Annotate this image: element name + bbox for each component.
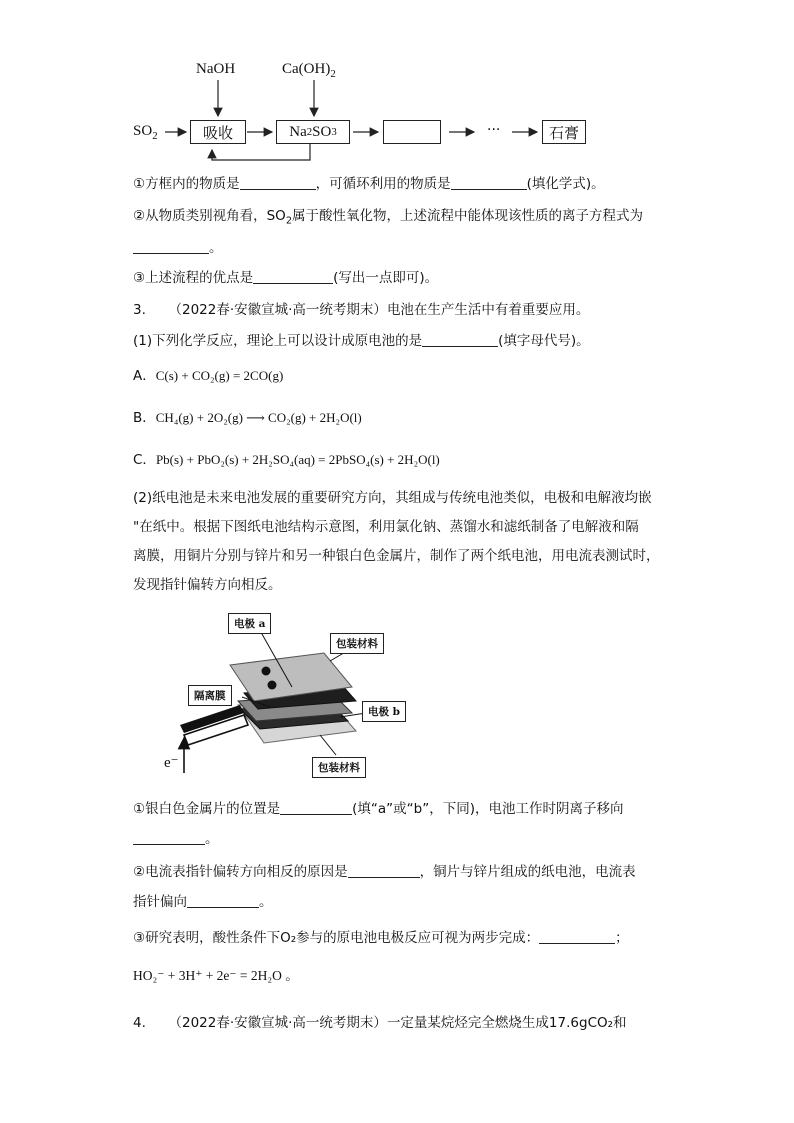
answer-blank[interactable] bbox=[422, 332, 498, 347]
q3-sub3-equation: HO₂⁻ + 3H⁺ + 2e⁻ = 2H₂O 。 bbox=[133, 968, 299, 983]
question-number: 4. bbox=[133, 1015, 146, 1031]
reagent-naoh: NaOH bbox=[196, 61, 236, 77]
q3-part2-line3: 离膜，用铜片分别与锌片和另一种银白色金属片，制作了两个纸电池，用电流表测试时， bbox=[133, 548, 660, 564]
q3-header bbox=[133, 298, 589, 318]
paper-battery-figure bbox=[160, 605, 420, 785]
contact-dot bbox=[268, 681, 277, 690]
arrow-recycle bbox=[212, 144, 310, 160]
question-source: （2022春·安徽宣城·高一统考期末） bbox=[168, 1015, 387, 1031]
q2-sub2: ②从物质类别视角看，$SO_2$属于酸性氧化物，上述流程中能体现该性质的离子方程式为 bbox=[133, 208, 643, 227]
q3-sub1: ①银白色金属片的位置是 (填“a”或“b”，下同)，电池工作时阴离子移向 bbox=[133, 801, 624, 817]
q3-sub3: ③研究表明，酸性条件下O₂参与的原电池电极反应可视为两步完成： ； bbox=[133, 930, 629, 946]
answer-blank[interactable] bbox=[280, 800, 352, 815]
q3-sub2: ②电流表指针偏转方向相反的原因是 ，铜片与锌片组成的纸电池，电流表 bbox=[133, 864, 636, 880]
answer-blank[interactable] bbox=[253, 269, 333, 284]
start-so2: $SO_2$ bbox=[133, 123, 158, 142]
q3-part2-line4: 发现指针偏转方向相反。 bbox=[133, 577, 282, 593]
q2-sub3: ③上述流程的优点是 (写出一点即可)。 bbox=[133, 270, 439, 286]
answer-blank[interactable] bbox=[348, 863, 420, 878]
answer-blank[interactable] bbox=[133, 239, 209, 254]
q3-part2-line2: "在纸中。根据下图纸电池结构示意图，利用氯化钠、蒸馏水和滤纸制备了电解液和隔 bbox=[133, 519, 639, 535]
label-electrode-a: 电极 a bbox=[228, 613, 271, 634]
q3-part2-line1: (2)纸电池是未来电池发展的重要研究方向，其组成与传统电池类似，电极和电解液均嵌 bbox=[133, 490, 652, 506]
answer-blank[interactable] bbox=[187, 893, 259, 908]
option-b[interactable]: B．CH₄(g) + 2O₂(g) ⟶ CO₂(g) + 2H₂O(l) bbox=[133, 410, 362, 426]
contact-dot bbox=[262, 667, 271, 676]
answer-blank[interactable] bbox=[451, 175, 527, 190]
electron-label: e⁻ bbox=[164, 755, 179, 771]
box-na2so3: Na 2 SO 3 bbox=[276, 120, 350, 144]
q4-header bbox=[133, 1011, 627, 1031]
flow-arrows bbox=[0, 0, 794, 170]
label-packaging-top: 包装材料 bbox=[330, 633, 384, 654]
answer-blank[interactable] bbox=[133, 830, 205, 845]
flow-ellipsis: ··· bbox=[487, 122, 501, 138]
q3-sub2-cont: 指针偏向 。 bbox=[133, 894, 273, 910]
q2-sub1: ①方框内的物质是 ，可循环利用的物质是 (填化学式)。 bbox=[133, 176, 605, 192]
leader-pack2 bbox=[320, 735, 336, 755]
answer-blank[interactable] bbox=[539, 929, 615, 944]
label-packaging-bottom: 包装材料 bbox=[312, 757, 366, 778]
answer-blank[interactable] bbox=[240, 175, 316, 190]
reagent-caoh2: $Ca(OH)_2$ bbox=[282, 61, 336, 80]
q2-sub2-cont: 。 bbox=[133, 236, 223, 256]
question-source: （2022春·安徽宣城·高一统考期末） bbox=[168, 302, 387, 318]
option-c[interactable]: C．Pb(s) + PbO₂(s) + 2H₂SO₄(aq) = 2PbSO₄(s) + 2H₂O(l) bbox=[133, 452, 440, 468]
q3-sub1-cont: 。 bbox=[133, 827, 219, 847]
option-a[interactable]: A．C(s) + CO₂(g) = 2CO(g) bbox=[133, 368, 284, 384]
box-gypsum: 石膏 bbox=[542, 120, 586, 144]
question-stem: 电池在生产生活中有着重要应用。 bbox=[386, 302, 590, 318]
question-stem: 一定量某烷烃完全燃烧生成17.6gCO₂和 bbox=[386, 1015, 627, 1031]
box-unknown bbox=[383, 120, 441, 144]
question-number: 3. bbox=[133, 302, 146, 318]
label-separator: 隔离膜 bbox=[188, 685, 232, 706]
box-absorb: 吸收 bbox=[190, 120, 246, 144]
q3-part1: (1)下列化学反应，理论上可以设计成原电池的是 (填字母代号)。 bbox=[133, 333, 590, 349]
label-electrode-b: 电极 b bbox=[362, 701, 406, 722]
